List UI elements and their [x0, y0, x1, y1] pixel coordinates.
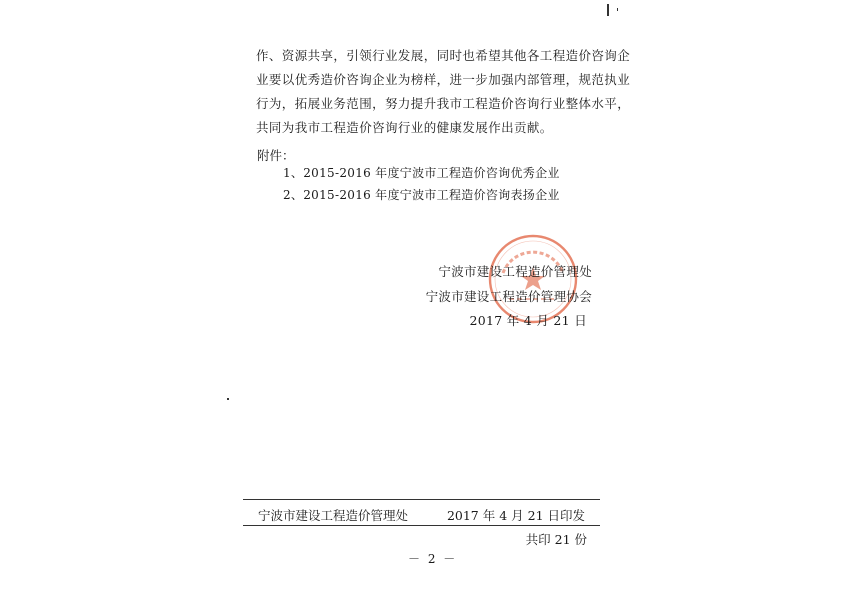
body-line-4: 共同为我市工程造价咨询行业的健康发展作出贡献。	[256, 120, 553, 135]
scan-speck	[607, 4, 609, 16]
attachment-item-1: 1、2015-2016 年度宁波市工程造价咨询优秀企业	[283, 166, 560, 180]
scan-speck	[227, 398, 229, 400]
attachment-item-2: 2、2015-2016 年度宁波市工程造价咨询表扬企业	[283, 188, 560, 202]
signature-org-2: 宁波市建设工程造价管理协会	[425, 289, 592, 304]
body-paragraph	[256, 44, 631, 140]
signature-org-1: 宁波市建设工程造价管理处	[438, 264, 592, 279]
footer-middle-rule	[243, 525, 600, 526]
signature-date: 2017 年 4 月 21 日	[469, 313, 587, 328]
attachments-label: 附件：	[257, 148, 295, 163]
scan-speck	[617, 8, 618, 11]
body-line-2: 业要以优秀造价咨询企业为榜样，进一步加强内部管理，规范执业	[256, 72, 631, 87]
footer-issue-date: 2017 年 4 月 21 日印发	[446, 508, 585, 523]
footer-issuer: 宁波市建设工程造价管理处	[258, 508, 409, 523]
page-number: － 2 －	[408, 552, 458, 566]
body-line-3: 行为，拓展业务范围，努力提升我市工程造价咨询行业整体水平，	[256, 96, 631, 111]
footer-print-count: 共印 21 份	[525, 532, 587, 547]
footer-top-rule	[243, 499, 600, 500]
body-line-1: 作、资源共享，引领行业发展，同时也希望其他各工程造价咨询企	[256, 48, 631, 63]
